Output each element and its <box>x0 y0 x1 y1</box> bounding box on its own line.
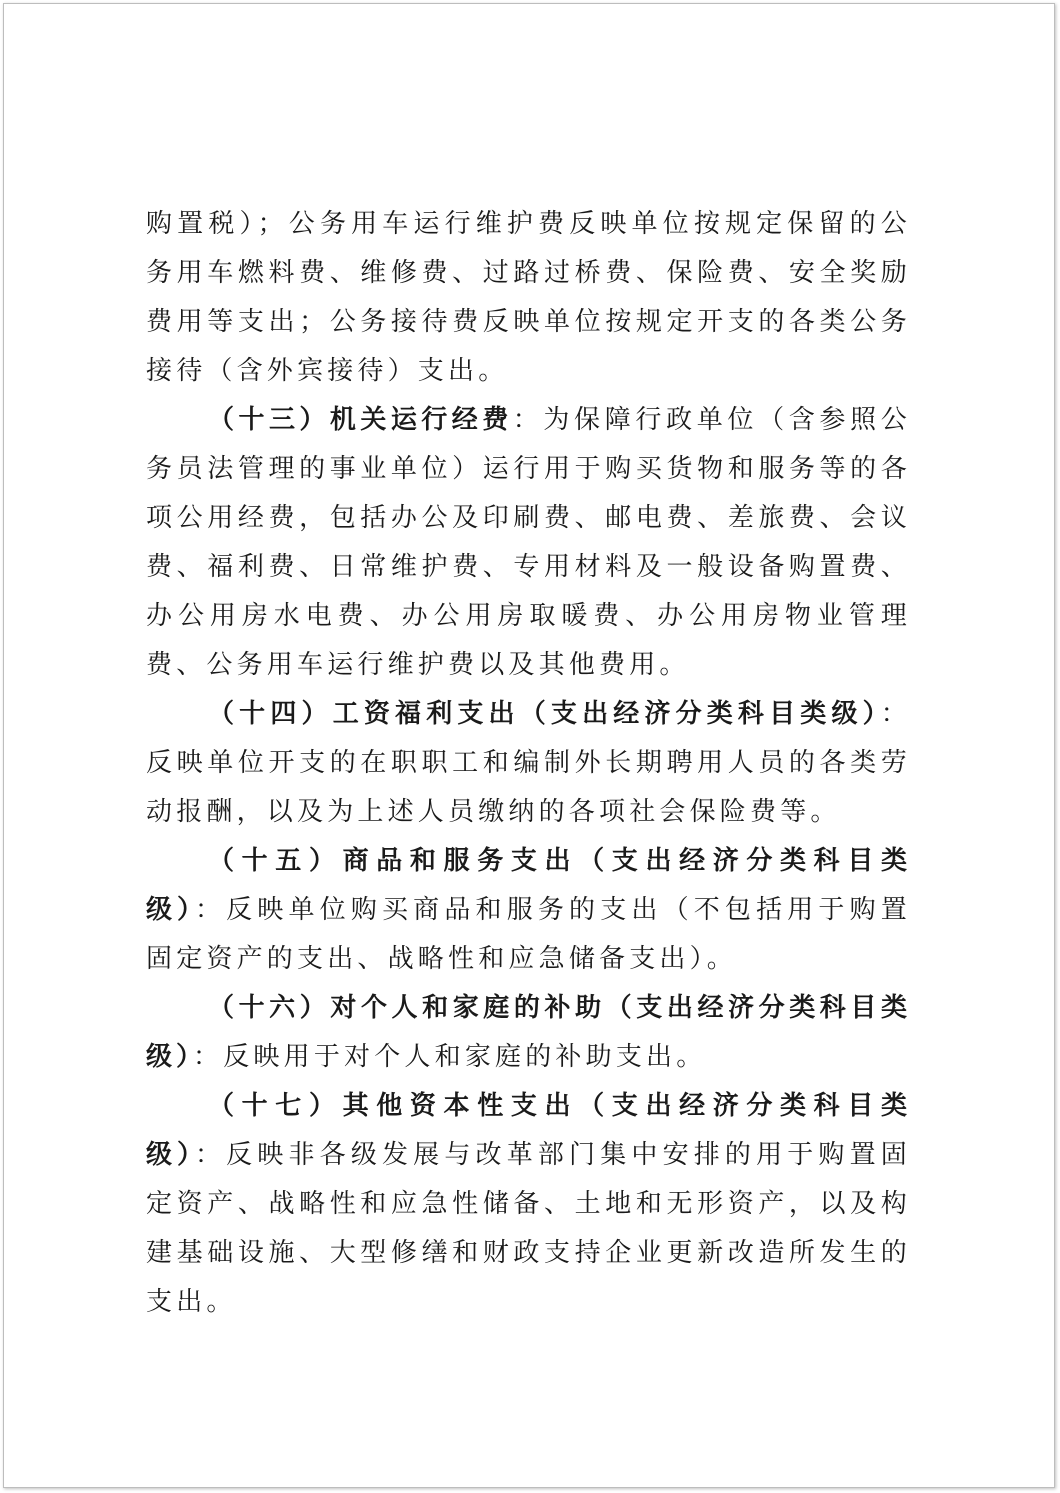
paragraph-heading: （十六）对个人和家庭的补助（支出经济分类科目类级） <box>146 993 911 1072</box>
paragraph-17 <box>146 1082 911 1327</box>
paragraph-heading: （十五）商品和服务支出（支出经济分类科目类级） <box>146 846 911 925</box>
paragraph-14 <box>146 690 911 837</box>
paragraph-continued <box>146 200 911 396</box>
paragraph-text: ：反映用于对个人和家庭的补助支出。 <box>193 1042 707 1072</box>
paragraph-text: ：反映非各级发展与改革部门集中安排的用于购置固定资产、战略性和应急性储备、土地和无形资产，以及构建基础设施、大型修缮和财政支持企业更新改造所发生的支出。 <box>146 1140 911 1317</box>
paragraph-text: ：反映单位购买商品和服务的支出（不包括用于购置固定资产的支出、战略性和应急储备支出）。 <box>146 895 911 974</box>
paragraph-15 <box>146 837 911 984</box>
paragraph-heading: （十四）工资福利支出（支出经济分类科目类级） <box>208 699 881 729</box>
paragraph-text: ：反映单位开支的在职职工和编制外长期聘用人员的各类劳动报酬，以及为上述人员缴纳的各项社会保险费等。 <box>146 699 911 827</box>
document-page <box>3 3 1055 1488</box>
document-body <box>146 200 911 1327</box>
paragraph-heading: （十三）机关运行经费 <box>208 405 513 435</box>
paragraph-16 <box>146 984 911 1082</box>
paragraph-text: 购置税）；公务用车运行维护费反映单位按规定保留的公务用车燃料费、维修费、过路过桥费、保险费、安全奖励费用等支出；公务接待费反映单位按规定开支的各类公务接待（含外宾接待）支出。 <box>146 209 911 386</box>
paragraph-heading: （十七）其他资本性支出（支出经济分类科目类级） <box>146 1091 911 1170</box>
paragraph-13 <box>146 396 911 690</box>
paragraph-text: ：为保障行政单位（含参照公务员法管理的事业单位）运行用于购买货物和服务等的各项公用经费，包括办公及印刷费、邮电费、差旅费、会议费、福利费、日常维护费、专用材料及一般设备购置费、办公用房水电费、办公用房取暖费、办公用房物业管理费、公务用车运行维护费以及其他费用。 <box>146 405 911 680</box>
